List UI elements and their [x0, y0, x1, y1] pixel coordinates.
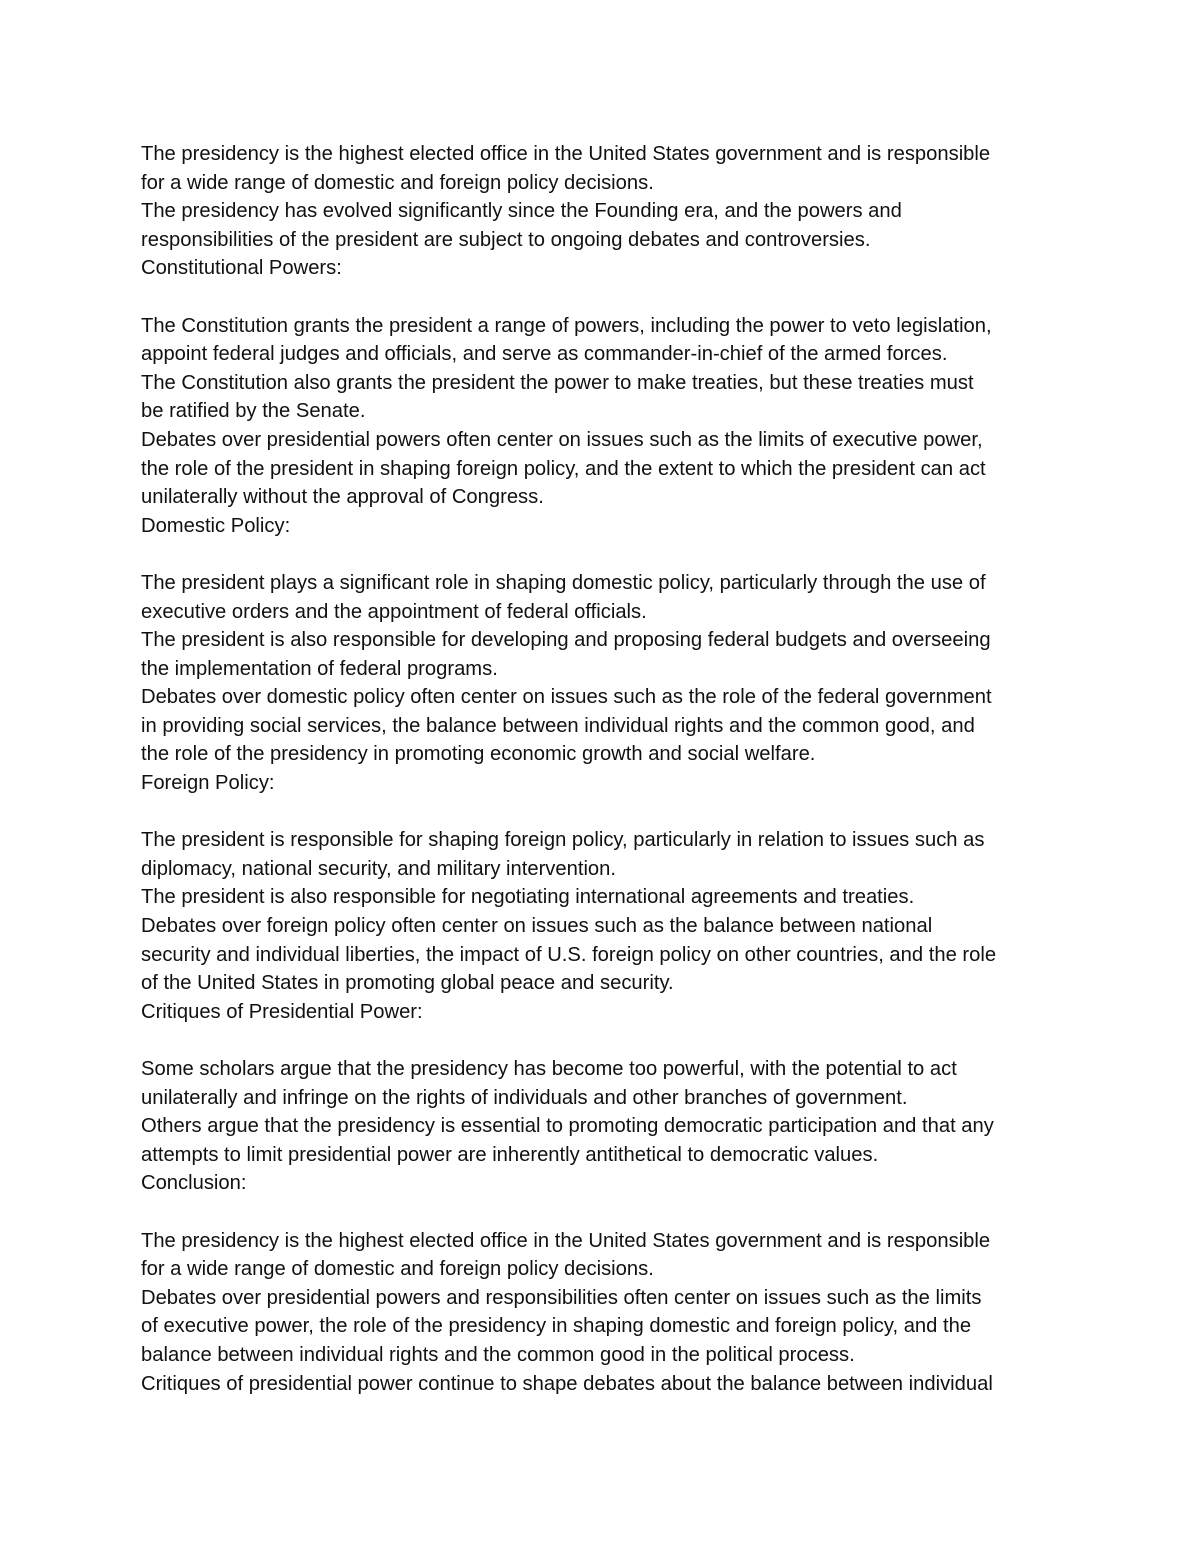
document-body — [141, 140, 1071, 1398]
text-line: balance between individual rights and the common good in the political process. — [141, 1343, 855, 1366]
text-line: unilaterally without the approval of Congress. — [141, 486, 544, 509]
text-line: The Constitution grants the president a range of powers, including the power to veto legislation, — [141, 314, 992, 337]
text-line: of executive power, the role of the presidency in shaping domestic and foreign policy, and the — [141, 1315, 972, 1338]
text-line: the role of the president in shaping foreign policy, and the extent to which the president can act — [141, 457, 986, 480]
blank-line — [141, 1198, 1071, 1227]
text-line: responsibilities of the president are subject to ongoing debates and controversies. — [141, 228, 871, 251]
blank-line — [141, 283, 1071, 312]
text-line: unilaterally and infringe on the rights of individuals and other branches of government. — [141, 1086, 908, 1109]
blank-line — [141, 540, 1071, 569]
text-line: Debates over foreign policy often center on issues such as the balance between national — [141, 915, 933, 938]
blank-line — [141, 798, 1071, 827]
text-line: in providing social services, the balance between individual rights and the common good, and — [141, 714, 975, 737]
text-line: The presidency is the highest elected office in the United States government and is responsible — [141, 143, 991, 165]
text-line: diplomacy, national security, and military intervention. — [141, 857, 616, 880]
text-line: The president is responsible for shaping foreign policy, particularly in relation to issues such as — [141, 829, 985, 852]
text-line: be ratified by the Senate. — [141, 400, 366, 423]
section-heading: Foreign Policy: — [141, 772, 275, 795]
blank-line — [141, 1026, 1071, 1055]
text-line: Critiques of presidential power continue to shape debates about the balance between individual — [141, 1372, 993, 1395]
text-line: appoint federal judges and officials, and serve as commander-in-chief of the armed forces. — [141, 343, 948, 366]
text-line: for a wide range of domestic and foreign policy decisions. — [141, 1258, 654, 1281]
text-line: Some scholars argue that the presidency has become too powerful, with the potential to act — [141, 1058, 957, 1080]
section-heading: Critiques of Presidential Power: — [141, 1000, 423, 1023]
text-line: of the United States in promoting global peace and security. — [141, 972, 674, 995]
text-line: executive orders and the appointment of federal officials. — [141, 600, 647, 623]
text-line: The Constitution also grants the president the power to make treaties, but these treaties must — [141, 371, 974, 394]
text-line: The president plays a significant role in shaping domestic policy, particularly through the use of — [141, 571, 986, 594]
section-heading: Constitutional Powers: — [141, 257, 342, 280]
text-line: Debates over domestic policy often center on issues such as the role of the federal government — [141, 686, 992, 709]
text-line: The presidency is the highest elected office in the United States government and is responsible — [141, 1229, 991, 1252]
text-line: The president is also responsible for negotiating international agreements and treaties. — [141, 886, 915, 909]
text-line: attempts to limit presidential power are inherently antithetical to democratic values. — [141, 1143, 879, 1166]
text-line: Debates over presidential powers and responsibilities often center on issues such as the limits — [141, 1286, 982, 1309]
text-line: The presidency has evolved significantly since the Founding era, and the powers and — [141, 200, 902, 223]
text-line: for a wide range of domestic and foreign policy decisions. — [141, 171, 654, 194]
text-line: security and individual liberties, the impact of U.S. foreign policy on other countries, and the role — [141, 943, 997, 966]
section-heading: Conclusion: — [141, 1172, 247, 1195]
text-line: the implementation of federal programs. — [141, 657, 498, 680]
text-line: The president is also responsible for developing and proposing federal budgets and overseeing — [141, 629, 991, 652]
text-line: Others argue that the presidency is essential to promoting democratic participation and that any — [141, 1115, 994, 1138]
text-line: Debates over presidential powers often center on issues such as the limits of executive power, — [141, 428, 983, 451]
section-heading: Domestic Policy: — [141, 514, 291, 537]
text-line: the role of the presidency in promoting economic growth and social welfare. — [141, 743, 816, 766]
